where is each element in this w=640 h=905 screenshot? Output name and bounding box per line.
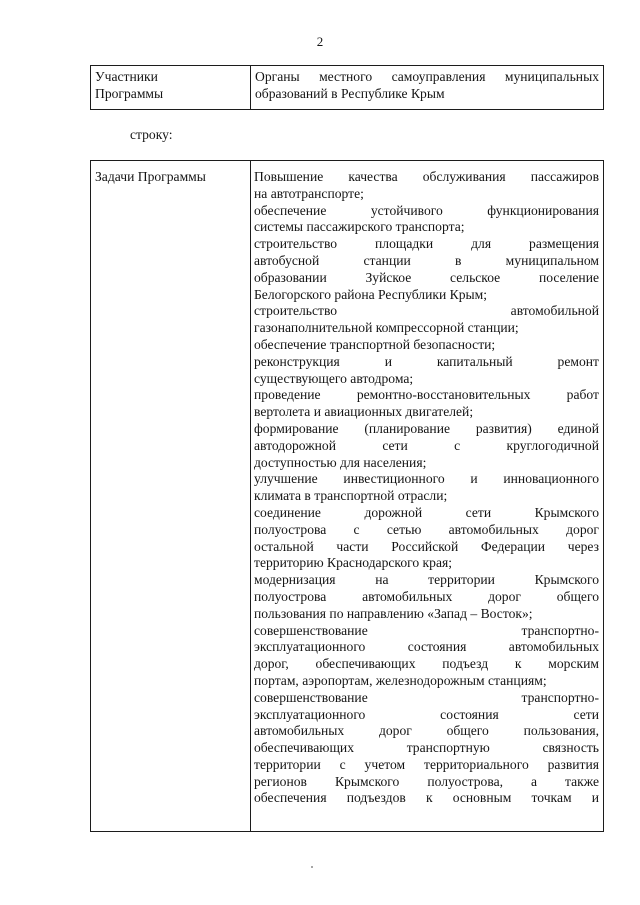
task-line: проведение ремонтно-восстановительных работ <box>254 387 599 403</box>
replace-row-text: строку: <box>130 127 173 142</box>
tasks-label: Задачи Программы <box>95 169 206 184</box>
task-line: портам, аэропортам, железнодорожным станциям; <box>254 672 547 688</box>
task-line: образовании Зуйское сельское поселение <box>254 269 599 285</box>
participants-label-line: Программы <box>95 85 164 101</box>
task-line: совершенствование транспортно- <box>254 689 599 705</box>
task-line: существующего автодрома; <box>254 370 414 386</box>
task-line: климата в транспортной отрасли; <box>254 488 448 504</box>
task-line: газонаполнительной компрессорной станции; <box>254 320 519 336</box>
table-row <box>91 161 604 832</box>
task-line: реконструкция и капитальный ремонт <box>254 353 599 369</box>
task-line: совершенствование транспортно- <box>254 622 599 638</box>
participants-content-cell <box>251 66 604 110</box>
task-line: автодорожной сети с круглогодичной <box>254 437 599 453</box>
table-row <box>91 66 604 110</box>
task-line: эксплуатационного состояния автомобильных <box>254 639 599 655</box>
task-line: вертолета и авиационных двигателей; <box>254 404 474 420</box>
task-line: автомобильных дорог общего пользования, <box>254 723 599 739</box>
task-line: Белогорского района Республики Крым; <box>254 286 488 302</box>
tasks-label-cell <box>91 161 251 832</box>
participants-content-line: образований в Республике Крым <box>255 85 445 101</box>
task-line: регионов Крымского полуострова, а также <box>254 773 599 789</box>
task-line: полуострова автомобильных дорог общего <box>254 588 599 604</box>
scan-speck <box>311 866 313 868</box>
task-line: соединение дорожной сети Крымского <box>254 504 599 520</box>
task-line: модернизация на территории Крымского <box>254 572 599 588</box>
task-line: обеспечивающих транспортную связность <box>254 740 599 756</box>
task-line: обеспечения подъездов к основным точкам и <box>254 790 599 806</box>
task-line: обеспечение устойчивого функционирования <box>254 202 599 218</box>
task-line: полуострова с сетью автомобильных дорог <box>254 521 599 537</box>
task-line: формирование (планирование развития) единой <box>254 420 599 436</box>
task-line: территории с учетом территориального развития <box>254 756 599 772</box>
task-line: строительство автомобильной <box>254 303 599 319</box>
task-line: улучшение инвестиционного и инновационного <box>254 471 599 487</box>
participants-label-cell <box>91 66 251 110</box>
task-line: обеспечение транспортной безопасности; <box>254 336 496 352</box>
page-number: 2 <box>316 34 324 49</box>
task-line: на автотранспорте; <box>254 185 364 201</box>
task-line: дорог, обеспечивающих подъезд к морским <box>254 656 599 672</box>
task-line: остальной части Российской Федерации через <box>254 538 599 554</box>
task-line: Повышение качества обслуживания пассажиров <box>254 169 599 184</box>
task-line: территорию Краснодарского края; <box>254 555 453 571</box>
participants-table <box>90 65 604 110</box>
task-line: эксплуатационного состояния сети <box>254 706 599 722</box>
task-line: пользования по направлению «Запад – Восток»; <box>254 605 533 621</box>
task-line: автобусной станции в муниципальном <box>254 252 599 268</box>
participants-label-line: Участники <box>95 69 158 84</box>
task-line: системы пассажирского транспорта; <box>254 219 465 235</box>
task-line: доступностью для населения; <box>254 454 427 470</box>
participants-content-line: Органы местного самоуправления муниципальных <box>255 69 599 84</box>
tasks-table <box>90 160 604 832</box>
task-line: строительство площадки для размещения <box>254 236 599 252</box>
tasks-content-cell <box>251 161 604 832</box>
